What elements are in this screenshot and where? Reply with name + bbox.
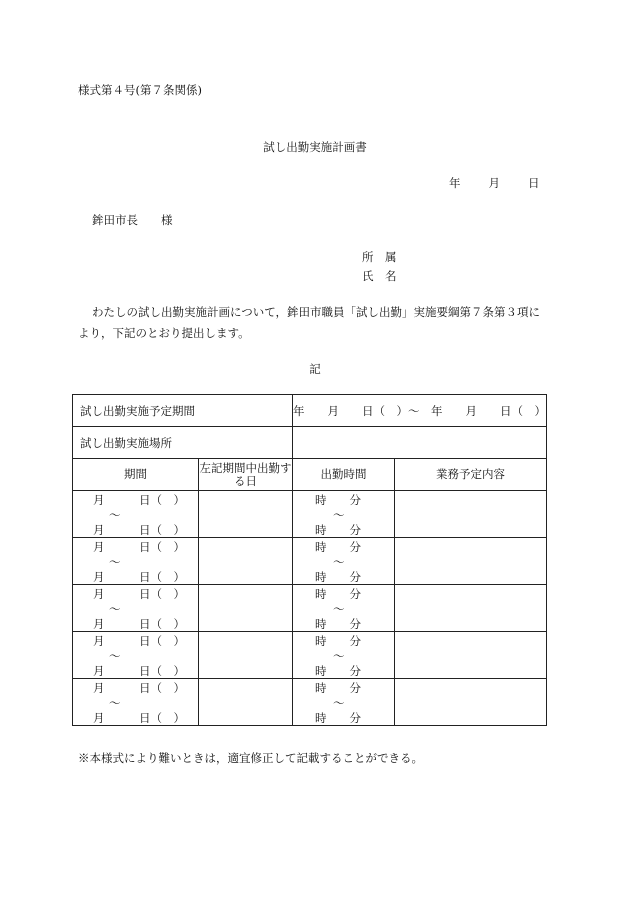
period-cell[interactable] (73, 679, 199, 726)
work-cell[interactable] (395, 538, 547, 585)
form-number: 様式第４号(第７条関係) (78, 83, 202, 97)
period-cell[interactable] (73, 538, 199, 585)
date-to: 月 日（ ） (93, 664, 185, 678)
body-text: わたしの試し出勤実施計画について，鉾田市職員「試し出勤」実施要綱第７条第３項により，下記のとおり提出します。 (78, 305, 541, 340)
date-month: 月 (488, 176, 500, 190)
addressee: 鉾田市長 様 (92, 213, 173, 227)
period-value[interactable]: 年 月 日（ ）～ 年 月 日（ ） (293, 395, 547, 427)
time-tilde: ～ (333, 555, 345, 569)
time-to: 時 分 (315, 617, 361, 631)
date-to: 月 日（ ） (93, 711, 185, 725)
date-year: 年 (449, 176, 461, 190)
date-tilde: ～ (109, 696, 121, 710)
table-row (73, 538, 547, 585)
period-cell[interactable] (73, 491, 199, 538)
work-cell[interactable] (395, 679, 547, 726)
place-value[interactable] (293, 427, 547, 459)
affiliation-label: 所 属 (362, 250, 397, 264)
time-tilde: ～ (333, 508, 345, 522)
header-period: 期間 (73, 459, 199, 491)
header-time: 出勤時間 (293, 459, 395, 491)
date-line (449, 175, 540, 191)
time-to: 時 分 (315, 711, 361, 725)
time-cell[interactable] (293, 491, 395, 538)
header-work: 業務予定内容 (395, 459, 547, 491)
place-row (73, 427, 547, 459)
date-from: 月 日（ ） (93, 587, 185, 601)
period-label: 試し出勤実施予定期間 (73, 395, 293, 427)
ki-heading: 記 (309, 362, 321, 376)
date-tilde: ～ (109, 602, 121, 616)
date-from: 月 日（ ） (93, 681, 185, 695)
work-cell[interactable] (395, 491, 547, 538)
work-cell[interactable] (395, 585, 547, 632)
date-tilde: ～ (109, 555, 121, 569)
time-from: 時 分 (315, 587, 361, 601)
period-row (73, 395, 547, 427)
work-cell[interactable] (395, 632, 547, 679)
time-cell[interactable] (293, 538, 395, 585)
time-to: 時 分 (315, 664, 361, 678)
table-row (73, 632, 547, 679)
days-cell[interactable] (199, 632, 293, 679)
place-label: 試し出勤実施場所 (73, 427, 293, 459)
date-tilde: ～ (109, 508, 121, 522)
date-to: 月 日（ ） (93, 617, 185, 631)
name-label: 氏 名 (362, 269, 397, 283)
document-title: 試し出勤実施計画書 (263, 140, 367, 154)
period-cell[interactable] (73, 585, 199, 632)
time-cell[interactable] (293, 679, 395, 726)
footer-note: ※本様式により難いときは，適宜修正して記載することができる。 (78, 751, 423, 765)
header-days: 左記期間中出勤する日 (199, 459, 293, 491)
days-cell[interactable] (199, 538, 293, 585)
time-tilde: ～ (333, 696, 345, 710)
date-from: 月 日（ ） (93, 493, 185, 507)
time-tilde: ～ (333, 649, 345, 663)
time-cell[interactable] (293, 585, 395, 632)
date-tilde: ～ (109, 649, 121, 663)
period-cell[interactable] (73, 632, 199, 679)
table-row (73, 491, 547, 538)
date-to: 月 日（ ） (93, 570, 185, 584)
time-tilde: ～ (333, 602, 345, 616)
days-cell[interactable] (199, 585, 293, 632)
table-row (73, 585, 547, 632)
date-from: 月 日（ ） (93, 540, 185, 554)
date-day: 日 (528, 176, 540, 190)
time-cell[interactable] (293, 632, 395, 679)
time-from: 時 分 (315, 540, 361, 554)
days-cell[interactable] (199, 491, 293, 538)
time-from: 時 分 (315, 493, 361, 507)
time-to: 時 分 (315, 523, 361, 537)
date-from: 月 日（ ） (93, 634, 185, 648)
time-from: 時 分 (315, 634, 361, 648)
date-to: 月 日（ ） (93, 523, 185, 537)
time-to: 時 分 (315, 570, 361, 584)
days-cell[interactable] (199, 679, 293, 726)
table-header-row (73, 459, 547, 491)
time-from: 時 分 (315, 681, 361, 695)
plan-table (72, 394, 547, 726)
table-row (73, 679, 547, 726)
